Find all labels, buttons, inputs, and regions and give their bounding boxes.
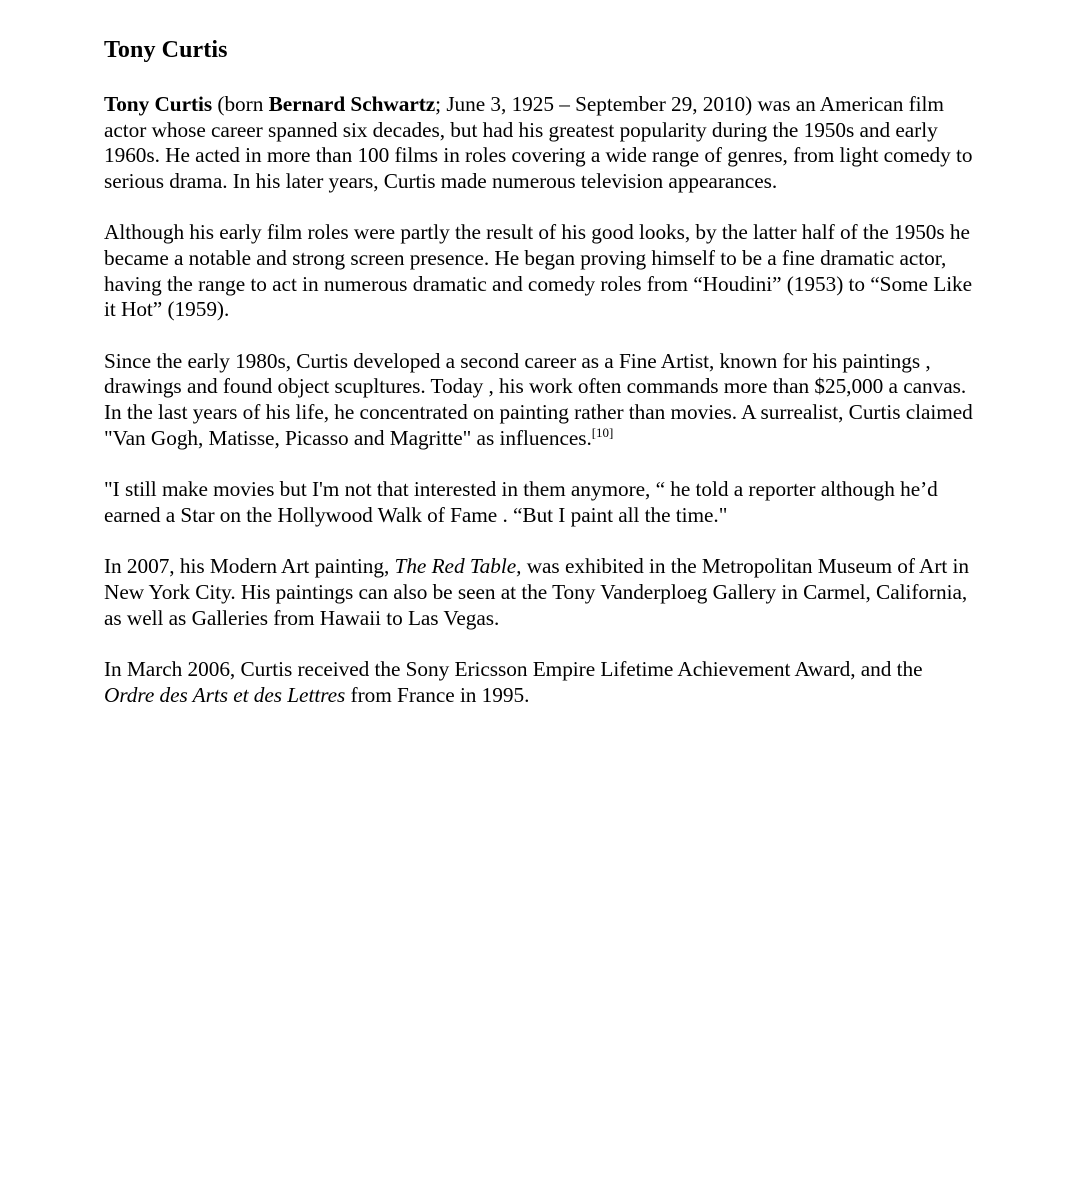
- painting-title: The Red Table,: [394, 554, 522, 579]
- exhibition-text-1: In 2007, his Modern Art painting,: [104, 554, 395, 579]
- paragraph-art-career: [104, 349, 974, 451]
- paragraph-exhibition: [104, 554, 974, 631]
- paragraph-early-career: Although his early film roles were partly the result of his good looks, by the latter half of the 1950s he became a notable and strong screen presence. He began proving himself to be a fine dramatic actor, having the range to act in numerous dramatic and comedy roles from “Houdini” (1953) to “Some Like it Hot” (1959).: [104, 220, 973, 322]
- paragraph-intro: [104, 92, 974, 194]
- footnote-reference[interactable]: [10]: [591, 424, 614, 440]
- document-page: [104, 34, 974, 734]
- intro-text-1: (born: [212, 92, 269, 116]
- award-title: Ordre des Arts et des Lettres: [104, 682, 346, 707]
- subject-name: Tony Curtis: [104, 92, 213, 116]
- paragraph-awards: [104, 657, 974, 708]
- paragraph-quote: "I still make movies but I'm not that interested in them anymore, “ he told a reporter although he’d earned a Star on the Hollywood Walk of Fame . “But I paint all the time.": [104, 477, 938, 527]
- birth-name: Bernard Schwartz: [268, 92, 436, 116]
- document-title: Tony Curtis: [104, 37, 228, 63]
- art-career-text: Since the early 1980s, Curtis developed a second career as a Fine Artist, known for his paintings , drawings and found object scupltures. Today , his work often commands more than $25,000 a canvas. In the last years of his life, he concentrated on painting rather than movies. A surrealist, Curtis claimed "Van Gogh, Matisse, Picasso and Magritte" as influences.: [104, 348, 973, 450]
- awards-text-2: from France in 1995.: [345, 682, 530, 707]
- intro-text-2: ; June 3, 1925 – September 29, 2010) was an American film actor whose career spanned six decades, but had his greatest popularity during the 1950s and early 1960s. He acted in more than 100 films in roles covering a wide range of genres, from light comedy to serious drama. In his later years, Curtis made numerous television appearances.: [104, 92, 973, 193]
- exhibition-text-2: was exhibited in the Metropolitan Museum of Art in New York City. His paintings can also be seen at the Tony Vanderploeg Gallery in Carmel, California, as well as Galleries from Hawaii to Las Vegas.: [104, 554, 969, 630]
- awards-text-1: In March 2006, Curtis received the Sony Ericsson Empire Lifetime Achievement Award, and the: [104, 657, 923, 682]
